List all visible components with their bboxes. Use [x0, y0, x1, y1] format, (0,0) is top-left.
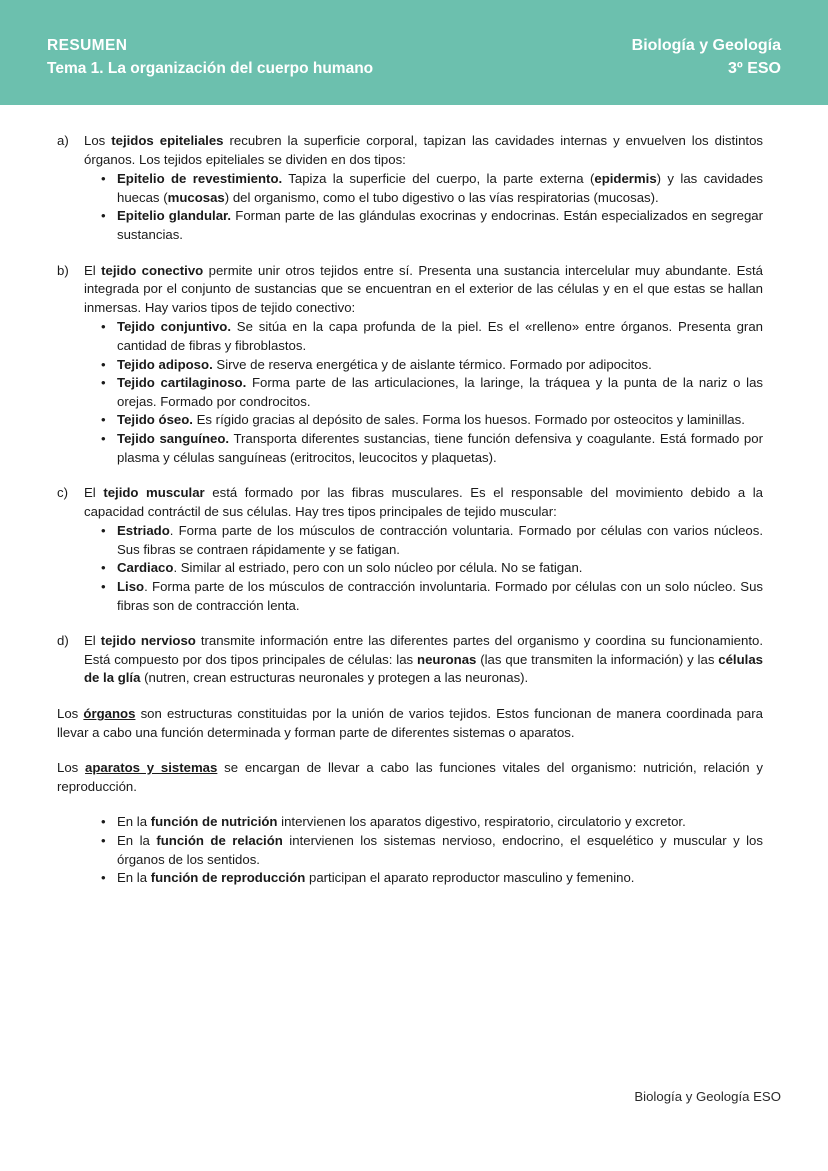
- section-intro-text: Los tejidos epiteliales recubren la superficie corporal, tapizan las cavidades internas y envuelven los distintos órganos. Los tejidos epiteliales se dividen en dos tipos:: [84, 133, 763, 167]
- bullet-dot-icon: •: [101, 412, 106, 428]
- section-a: [57, 132, 763, 245]
- list-item-text: Estriado. Forma parte de los músculos de contracción voluntaria. Formado por células con varios núcleos. Sus fibras se contraen rápidamente y se fatigan.: [117, 523, 763, 557]
- sections-container: [57, 132, 763, 688]
- bullet-dot-icon: •: [101, 833, 106, 848]
- list-item: [100, 411, 763, 430]
- list-item-text: Tejido sanguíneo. Transporta diferentes sustancias, tiene función defensiva y coagulante. Está formado por plasma y células sanguíneas (eritrocitos, leucocitos y plaquetas).: [117, 430, 763, 465]
- list-item: [100, 170, 763, 207]
- section-intro-text: El tejido nervioso transmite información entre las diferentes partes del organismo y coordina su funcionamiento. Está compuesto por dos tipos principales de células: las neuronas (las que transmiten la información) y las células de la glía (nutren, crean estructuras neuronales y protegen a las neuronas).: [84, 633, 763, 686]
- lettered-item: [57, 132, 763, 169]
- document-body: [57, 132, 763, 888]
- section-bullet-list: [57, 522, 763, 615]
- section-c: [57, 484, 763, 615]
- header-resumen-label: RESUMEN: [47, 37, 128, 54]
- bullet-dot-icon: •: [101, 579, 106, 595]
- page-header-inner: [47, 34, 781, 80]
- list-item: [100, 207, 763, 244]
- list-item-text: Tejido cartilaginoso. Forma parte de las articulaciones, la laringe, la tráquea y la punta de la nariz o las orejas. Formado por condrocitos.: [117, 375, 763, 409]
- list-item: [100, 813, 763, 832]
- list-item-text: Tejido conjuntivo. Se sitúa en la capa profunda de la piel. Es el «relleno» entre órganos. Presenta gran cantidad de fibras y fibroblastos.: [117, 319, 763, 353]
- page-header-band: [0, 0, 828, 105]
- section-b: [57, 262, 763, 468]
- bullet-dot-icon: •: [101, 208, 106, 224]
- section-d: [57, 632, 763, 688]
- list-item: [100, 578, 763, 615]
- closing-paragraph: Los aparatos y sistemas se encargan de llevar a cabo las funciones vitales del organismo: nutrición, relación y reproducción.: [57, 760, 764, 794]
- list-item: [100, 356, 763, 375]
- closing-paragraphs-container: [57, 705, 763, 796]
- final-bullet-list: [57, 813, 763, 887]
- bullet-dot-icon: •: [101, 560, 106, 576]
- bullet-dot-icon: •: [101, 523, 106, 539]
- section-intro-text: El tejido conectivo permite unir otros tejidos entre sí. Presenta una sustancia intercelular muy abundante. Está integrada por el conjunto de sustancias que se encuentran en el exterior de las células y en el que estas se hallan inmersas. Hay varios tipos de tejido conectivo:: [84, 262, 764, 315]
- list-item: [100, 522, 763, 559]
- lettered-item: [57, 484, 763, 521]
- list-item: [100, 374, 763, 411]
- list-item-text: Epitelio de revestimiento. Tapiza la superficie del cuerpo, la parte externa (epidermis) y las cavidades huecas (mucosas) del organismo, como el tubo digestivo o las vías respiratorias (mucosas).: [117, 171, 763, 205]
- list-item: [100, 869, 763, 888]
- list-item: [100, 559, 763, 578]
- bullet-dot-icon: •: [101, 356, 106, 372]
- list-item: [100, 430, 763, 467]
- section-marker: a): [57, 133, 69, 148]
- list-item-text: En la función de reproducción participan el aparato reproductor masculino y femenino.: [117, 870, 635, 886]
- section-bullet-list: [57, 170, 763, 244]
- bullet-dot-icon: •: [101, 430, 106, 446]
- bullet-dot-icon: •: [101, 870, 106, 886]
- section-marker: d): [57, 633, 69, 649]
- list-item-text: Cardiaco. Similar al estriado, pero con un solo núcleo por célula. No se fatigan.: [117, 560, 583, 576]
- header-right-group: [632, 34, 781, 80]
- list-item-text: Liso. Forma parte de los músculos de contracción involuntaria. Formado por células con un solo núcleo. Sus fibras son de contracción lenta.: [117, 579, 763, 613]
- header-left-group: [47, 34, 373, 80]
- header-subject: Biología y Geología: [631, 37, 781, 54]
- list-item-text: En la función de nutrición intervienen los aparatos digestivo, respiratorio, circulatorio y excretor.: [117, 814, 686, 830]
- bullet-dot-icon: •: [101, 319, 106, 335]
- list-item-text: Tejido adiposo. Sirve de reserva energética y de aislante térmico. Formado por adipocitos.: [117, 356, 652, 372]
- section-bullet-list: [57, 318, 763, 467]
- lettered-item: [57, 262, 763, 318]
- section-intro-text: El tejido muscular está formado por las fibras musculares. Es el responsable del movimiento debido a la capacidad contráctil de sus células. Hay tres tipos principales de tejido muscular:: [84, 485, 763, 519]
- section-marker: c): [57, 485, 68, 501]
- bullet-dot-icon: •: [101, 375, 106, 391]
- header-level: 3º ESO: [728, 60, 781, 77]
- list-item-text: En la función de relación intervienen los sistemas nervioso, endocrino, el esquelético y muscular y los órganos de los sentidos.: [117, 833, 763, 867]
- list-item-text: Epitelio glandular. Forman parte de las glándulas exocrinas y endocrinas. Están especializados en segregar sustancias.: [117, 208, 763, 242]
- list-item-text: Tejido óseo. Es rígido gracias al depósito de sales. Forma los huesos. Formado por osteocitos y laminillas.: [117, 412, 745, 428]
- list-item: [100, 832, 763, 869]
- bullet-dot-icon: •: [101, 171, 106, 187]
- list-item: [100, 318, 763, 355]
- page-footer: Biología y Geología ESO: [634, 1089, 781, 1104]
- section-marker: b): [57, 262, 69, 278]
- page-title: Tema 1. La organización del cuerpo humano: [47, 60, 374, 77]
- lettered-item: [57, 632, 763, 688]
- bullet-dot-icon: •: [101, 814, 106, 830]
- closing-paragraph: Los órganos son estructuras constituidas por la unión de varios tejidos. Estos funcionan de manera coordinada para llevar a cabo una función determinada y forman parte de diferentes sistemas o aparatos.: [57, 706, 763, 740]
